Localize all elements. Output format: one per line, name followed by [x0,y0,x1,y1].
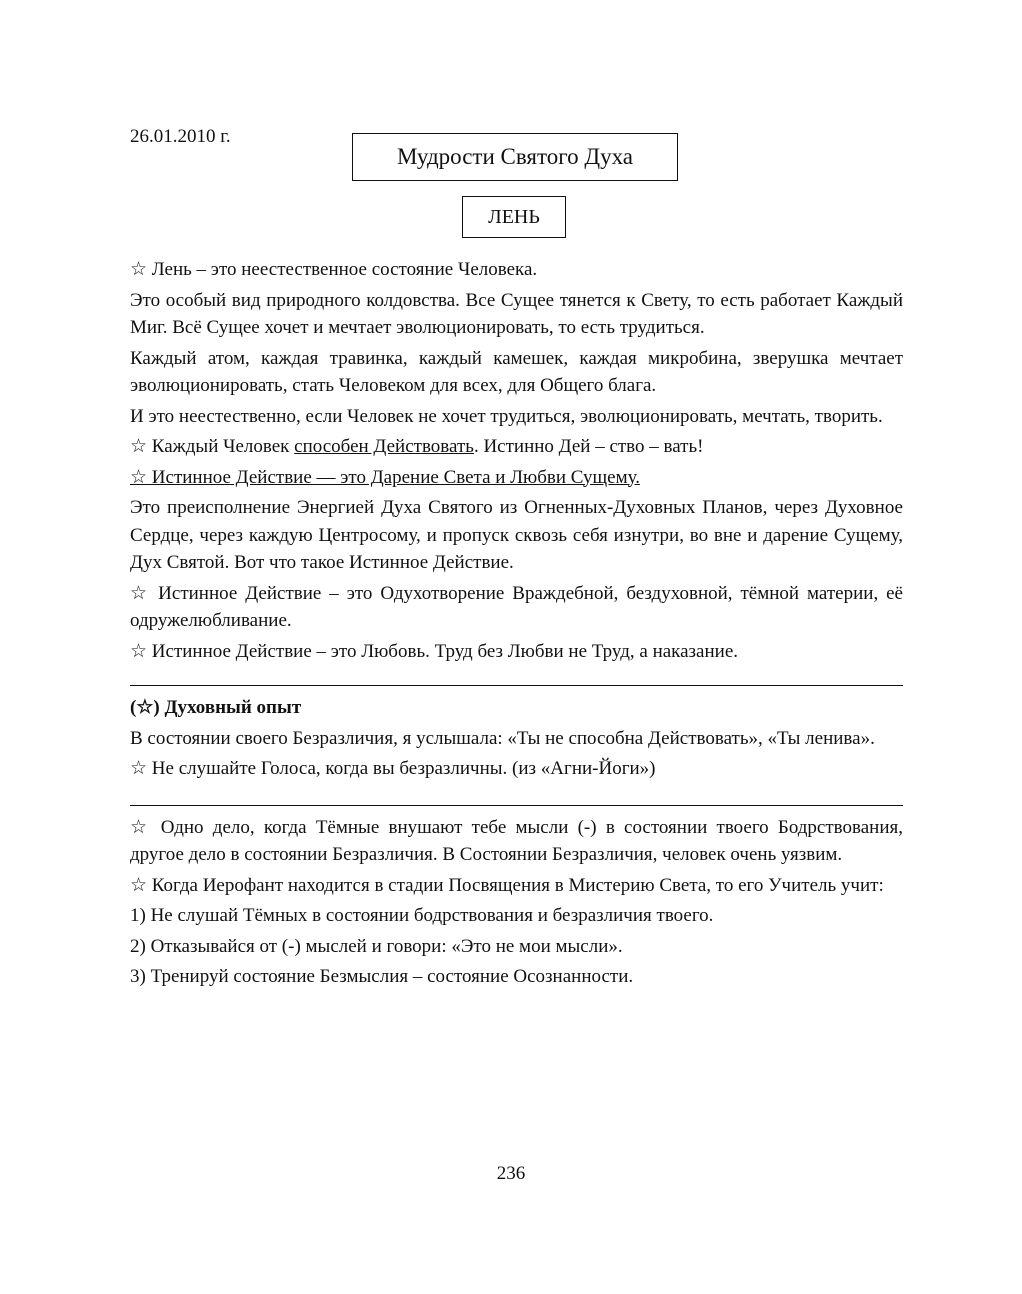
paragraph-capable-to-act [130,433,903,461]
paragraph-natural-witchcraft: Это особый вид природного колдовства. Все Сущее тянется к Свету, то есть работает Каждый Миг. Всё Сущее хочет и мечтает эволюционировать, то есть трудиться. [130,289,903,338]
list-item: 3) Тренируй состояние Безмыслия – состояние Осознанности. [130,966,634,987]
paragraph-unnatural: И это неестественно, если Человек не хочет трудиться, эволюционировать, мечтать, творить. [130,405,883,427]
paragraph-agni-yoga-quote: ☆ Не слушайте Голоса, когда вы безразличны. (из «Агни-Йоги») [130,758,656,779]
paragraph-spiritualization: ☆ Истинное Действие – это Одухотворение Враждебной, бездуховной, тёмной материи, её одружелюбливание. [130,582,903,631]
paragraph-filling-energy: Это преисполнение Энергией Духа Святого из Огненных-Духовных Планов, через Духовное Сердце, через каждую Центросому, и пропуск сквозь себя изнутри, во вне и дарение Сущему, Дух Святой. Вот что такое Истинное Действие. [130,497,903,573]
underlined-text: ☆ Истинное Действие — это Дарение Света и Любви Сущему. [130,466,640,488]
subtitle-box [462,196,566,238]
text-segment: ☆ Каждый Человек [130,436,295,457]
divider-line [130,805,903,806]
text-segment: . Истинно Дей – ство – вать! [473,436,704,457]
page-title: Мудрости Святого Духа [397,144,633,169]
paragraph-dark-ones: ☆ Одно дело, когда Тёмные внушают тебе мысли (-) в состоянии твоего Бодрствования, другое дело в состоянии Безразличия. В Состоянии Безразличия, человек очень уязвим. [130,816,903,865]
paragraph-every-atom: Каждый атом, каждая травинка, каждый камешек, каждая микробина, зверушка мечтает эволюционировать, стать Человеком для всех, для Общего блага. [130,347,903,396]
date: 26.01.2010 г. [130,126,231,147]
paragraph-laziness-definition: ☆ Лень – это неестественное состояние Человека. [130,259,538,280]
underlined-text: способен Действовать [294,436,474,457]
page-number: 236 [496,1163,526,1184]
list-item: 1) Не слушай Тёмных в состоянии бодрствования и безразличия твоего. [130,905,714,926]
paragraph-indifference: В состоянии своего Безразличия, я услышала: «Ты не способна Действовать», «Ты ленива». [130,727,875,749]
title-box [352,133,678,181]
divider-line [130,685,903,686]
document-body [130,256,903,994]
paragraph-true-action-gift [130,464,903,492]
section-heading: (☆) Духовный опыт [130,697,302,718]
list-item: 2) Отказывайся от (-) мыслей и говори: «Это не мои мысли». [130,935,623,957]
paragraph-hierophant: ☆ Когда Иерофант находится в стадии Посвящения в Мистерию Света, то его Учитель учит: [130,874,884,896]
paragraph-love: ☆ Истинное Действие – это Любовь. Труд без Любви не Труд, а наказание. [130,640,738,662]
page-subtitle: ЛЕНЬ [488,205,540,228]
